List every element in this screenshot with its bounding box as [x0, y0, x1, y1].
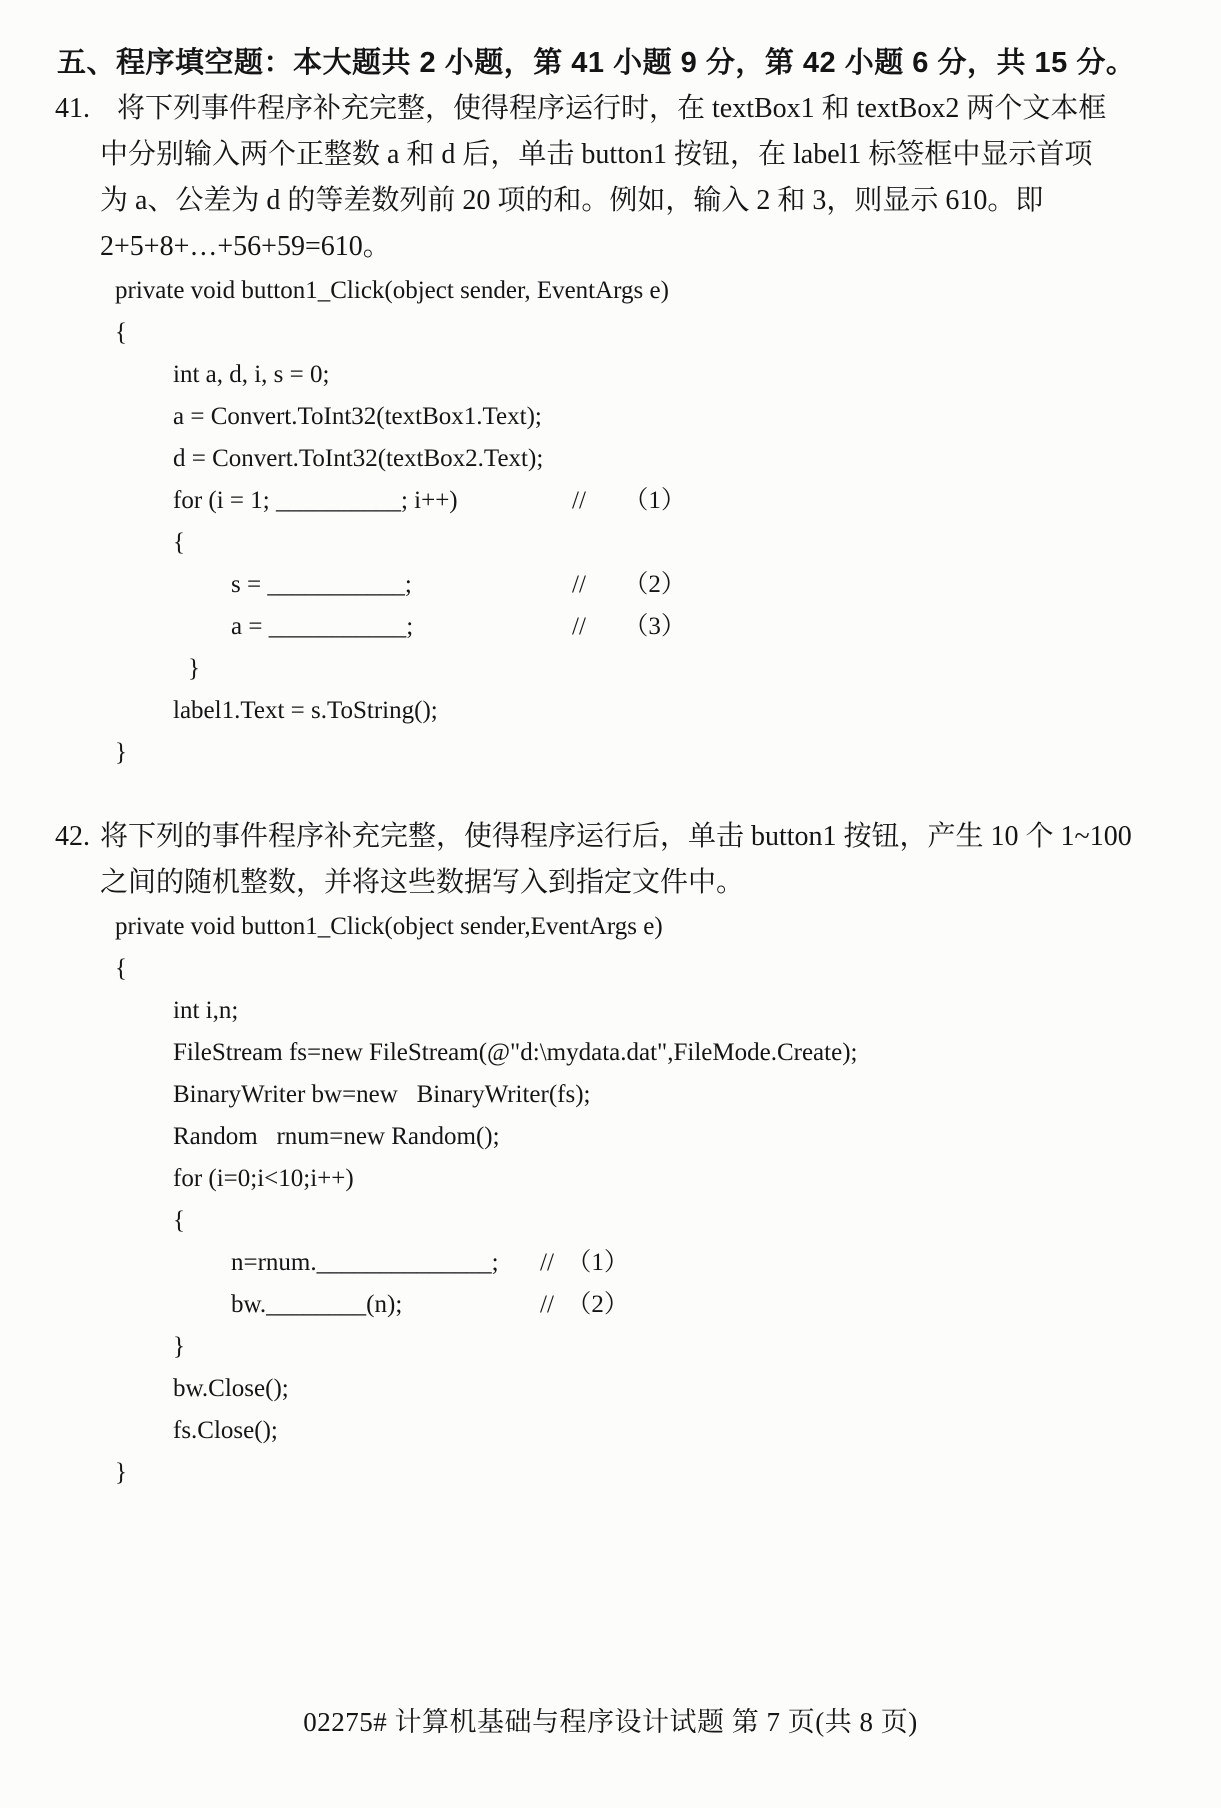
code-text: { — [173, 529, 185, 556]
code-text: d = Convert.ToInt32(textBox2.Text); — [173, 445, 544, 472]
code-text: BinaryWriter bw=new BinaryWriter(fs); — [173, 1081, 591, 1108]
q42-code — [115, 906, 1221, 1494]
code-line — [115, 990, 1221, 1032]
q41-intro — [55, 86, 1191, 270]
code-text: FileStream fs=new FileStream(@"d:\mydata.dat",FileMode.Create); — [173, 1039, 858, 1066]
code-text: int i,n; — [173, 997, 239, 1024]
question-42 — [0, 814, 1221, 1494]
code-text: bw.Close(); — [173, 1375, 289, 1402]
text: 将下列的事件程序补充完整，使得程序运行后，单击 button1 按钮，产生 10 个 1~100 — [100, 821, 1132, 852]
code-line — [115, 1074, 1221, 1116]
text-line — [100, 178, 1191, 224]
text-line — [55, 814, 1191, 860]
text-line — [100, 224, 1191, 270]
code-line — [115, 1368, 1221, 1410]
blank-number-comment: // （3） — [572, 613, 686, 640]
blank-number-comment: // （1） — [540, 1249, 629, 1276]
blank-number-comment: // （1） — [572, 487, 686, 514]
text-line — [55, 86, 1191, 132]
code-line — [115, 480, 1221, 522]
code-text: } — [115, 739, 127, 766]
text: 为 a、公差为 d 的等差数列前 20 项的和。例如，输入 2 和 3，则显示 610。即 — [100, 185, 1044, 216]
code-text: n=rnum.______________; — [231, 1249, 499, 1276]
code-line — [115, 732, 1221, 774]
code-line — [115, 1284, 1221, 1326]
question-number: 42. — [55, 821, 90, 852]
code-line — [115, 312, 1221, 354]
q41-code — [115, 270, 1221, 774]
text: 将下列事件程序补充完整，使得程序运行时，在 textBox1 和 textBox2 两个文本框 — [117, 93, 1107, 124]
section-title: 五、程序填空题：本大题共 2 小题，第 41 小题 9 分，第 42 小题 6 分，共 15 分。 — [57, 47, 1136, 79]
code-line — [115, 1242, 1221, 1284]
code-text: } — [115, 1459, 127, 1486]
code-text: } — [188, 655, 200, 682]
code-text: { — [115, 319, 127, 346]
code-line — [115, 1410, 1221, 1452]
code-line — [115, 948, 1221, 990]
code-text: fs.Close(); — [173, 1417, 278, 1444]
code-line — [115, 522, 1221, 564]
code-line — [115, 396, 1221, 438]
code-text: Random rnum=new Random(); — [173, 1123, 500, 1150]
code-line — [115, 648, 1221, 690]
code-line — [115, 1452, 1221, 1494]
code-text: { — [173, 1207, 185, 1234]
code-line — [115, 690, 1221, 732]
text-line — [100, 132, 1191, 178]
question-number: 41. — [55, 93, 90, 124]
code-line — [115, 1032, 1221, 1074]
page-footer: 02275# 计算机基础与程序设计试题 第 7 页(共 8 页) — [303, 1707, 918, 1737]
code-text: a = ___________; — [231, 613, 414, 640]
code-text: for (i=0;i<10;i++) — [173, 1165, 354, 1192]
code-line — [115, 606, 1221, 648]
text-line — [100, 860, 1191, 906]
code-text: int a, d, i, s = 0; — [173, 361, 330, 388]
code-line — [115, 564, 1221, 606]
code-line — [115, 354, 1221, 396]
code-text: private void button1_Click(object sender,EventArgs e) — [115, 913, 663, 940]
code-text: bw.________(n); — [231, 1291, 403, 1318]
code-line — [115, 906, 1221, 948]
code-line — [115, 270, 1221, 312]
text: 之间的随机整数，并将这些数据写入到指定文件中。 — [100, 867, 745, 898]
code-line — [115, 1158, 1221, 1200]
code-line — [115, 438, 1221, 480]
code-line — [115, 1116, 1221, 1158]
code-text: for (i = 1; __________; i++) — [173, 487, 458, 514]
q42-intro — [55, 814, 1191, 906]
blank-number-comment: // （2） — [540, 1291, 629, 1318]
text: 中分别输入两个正整数 a 和 d 后，单击 button1 按钮，在 label1 标签框中显示首项 — [100, 139, 1093, 170]
code-text: private void button1_Click(object sender, EventArgs e) — [115, 277, 669, 304]
code-text: } — [173, 1333, 185, 1360]
code-text: a = Convert.ToInt32(textBox1.Text); — [173, 403, 542, 430]
text: 2+5+8+…+56+59=610。 — [100, 231, 391, 262]
question-41 — [0, 86, 1221, 774]
code-line — [115, 1200, 1221, 1242]
code-text: label1.Text = s.ToString(); — [173, 697, 438, 724]
code-line — [115, 1326, 1221, 1368]
code-text: s = ___________; — [231, 571, 412, 598]
code-text: { — [115, 955, 127, 982]
blank-number-comment: // （2） — [572, 571, 686, 598]
